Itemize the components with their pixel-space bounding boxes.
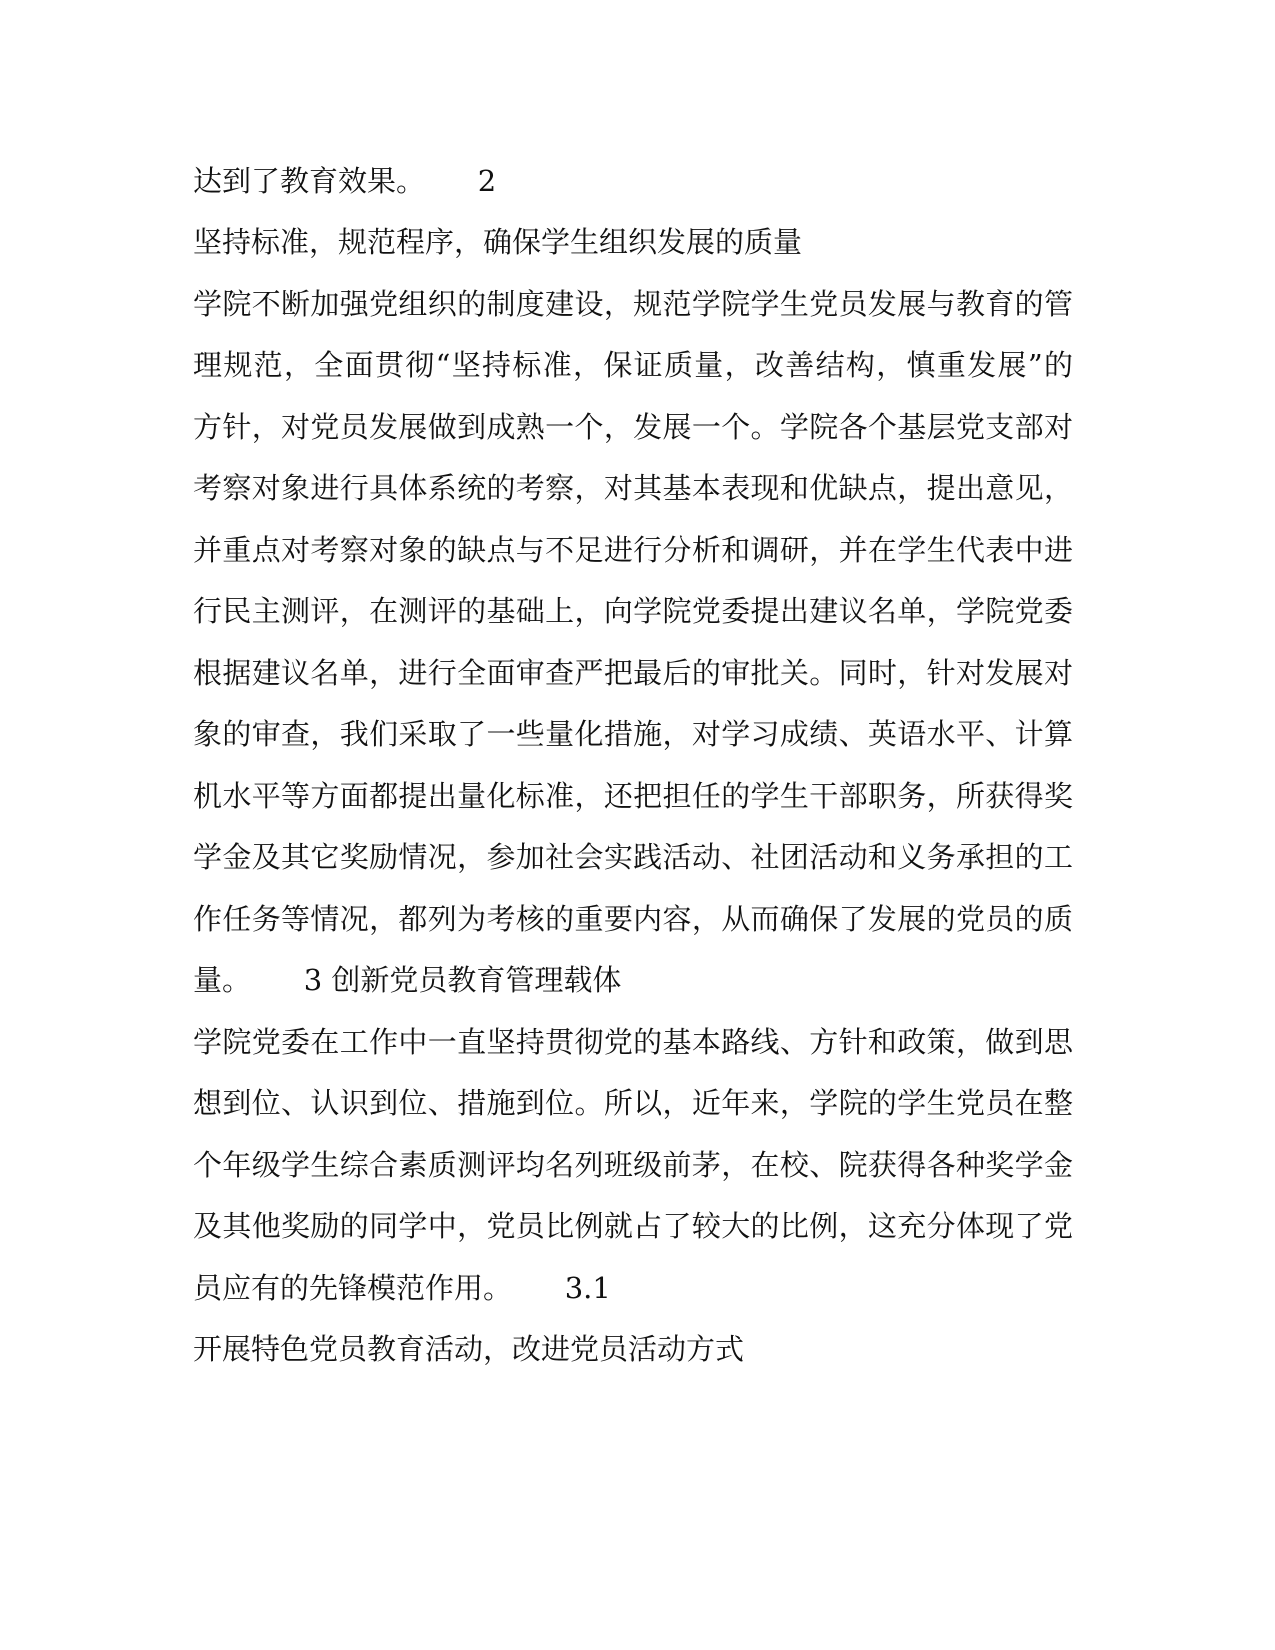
text-line-17: 个年级学生综合素质测评均名列班级前茅，在校、院获得各种奖学金 — [193, 1148, 1073, 1182]
text-line-4: 理规范，全面贯彻“坚持标准，保证质量，改善结构，慎重发展”的 — [193, 348, 1073, 382]
text-line-10: 象的审查，我们采取了一些量化措施，对学习成绩、英语水平、计算 — [193, 717, 1073, 751]
text-line-12: 学金及其它奖励情况，参加社会实践活动、社团活动和义务承担的工 — [193, 840, 1073, 874]
text-line-18: 及其他奖励的同学中，党员比例就占了较大的比例，这充分体现了党 — [193, 1209, 1073, 1243]
text-line-9: 根据建议名单，进行全面审查严把最后的审批关。同时，针对发展对 — [193, 656, 1073, 690]
text-line-7: 并重点对考察对象的缺点与不足进行分析和调研，并在学生代表中进 — [193, 533, 1073, 567]
text-line-3: 学院不断加强党组织的制度建设，规范学院学生党员发展与教育的管 — [193, 287, 1073, 321]
text-line-6: 考察对象进行具体系统的考察，对其基本表现和优缺点，提出意见， — [193, 471, 1073, 505]
text-line-13: 作任务等情况，都列为考核的重要内容，从而确保了发展的党员的质 — [193, 902, 1073, 936]
section-heading-2: 坚持标准，规范程序，确保学生组织发展的质量 — [193, 225, 803, 259]
section-heading-3: 量。 3 创新党员教育管理载体 — [193, 963, 622, 997]
section-heading-3-1: 开展特色党员教育活动，改进党员活动方式 — [193, 1332, 745, 1366]
text-line-1: 达到了教育效果。 2 — [193, 164, 497, 198]
text-line-15: 学院党委在工作中一直坚持贯彻党的基本路线、方针和政策，做到思 — [193, 1025, 1073, 1059]
text-line-5: 方针，对党员发展做到成熟一个，发展一个。学院各个基层党支部对 — [193, 410, 1073, 444]
text-line-19: 员应有的先锋模范作用。 3.1 — [193, 1271, 611, 1305]
text-line-11: 机水平等方面都提出量化标准，还把担任的学生干部职务，所获得奖 — [193, 779, 1073, 813]
text-line-8: 行民主测评，在测评的基础上，向学院党委提出建议名单，学院党委 — [193, 594, 1073, 628]
text-line-16: 想到位、认识到位、措施到位。所以，近年来，学院的学生党员在整 — [193, 1086, 1073, 1120]
